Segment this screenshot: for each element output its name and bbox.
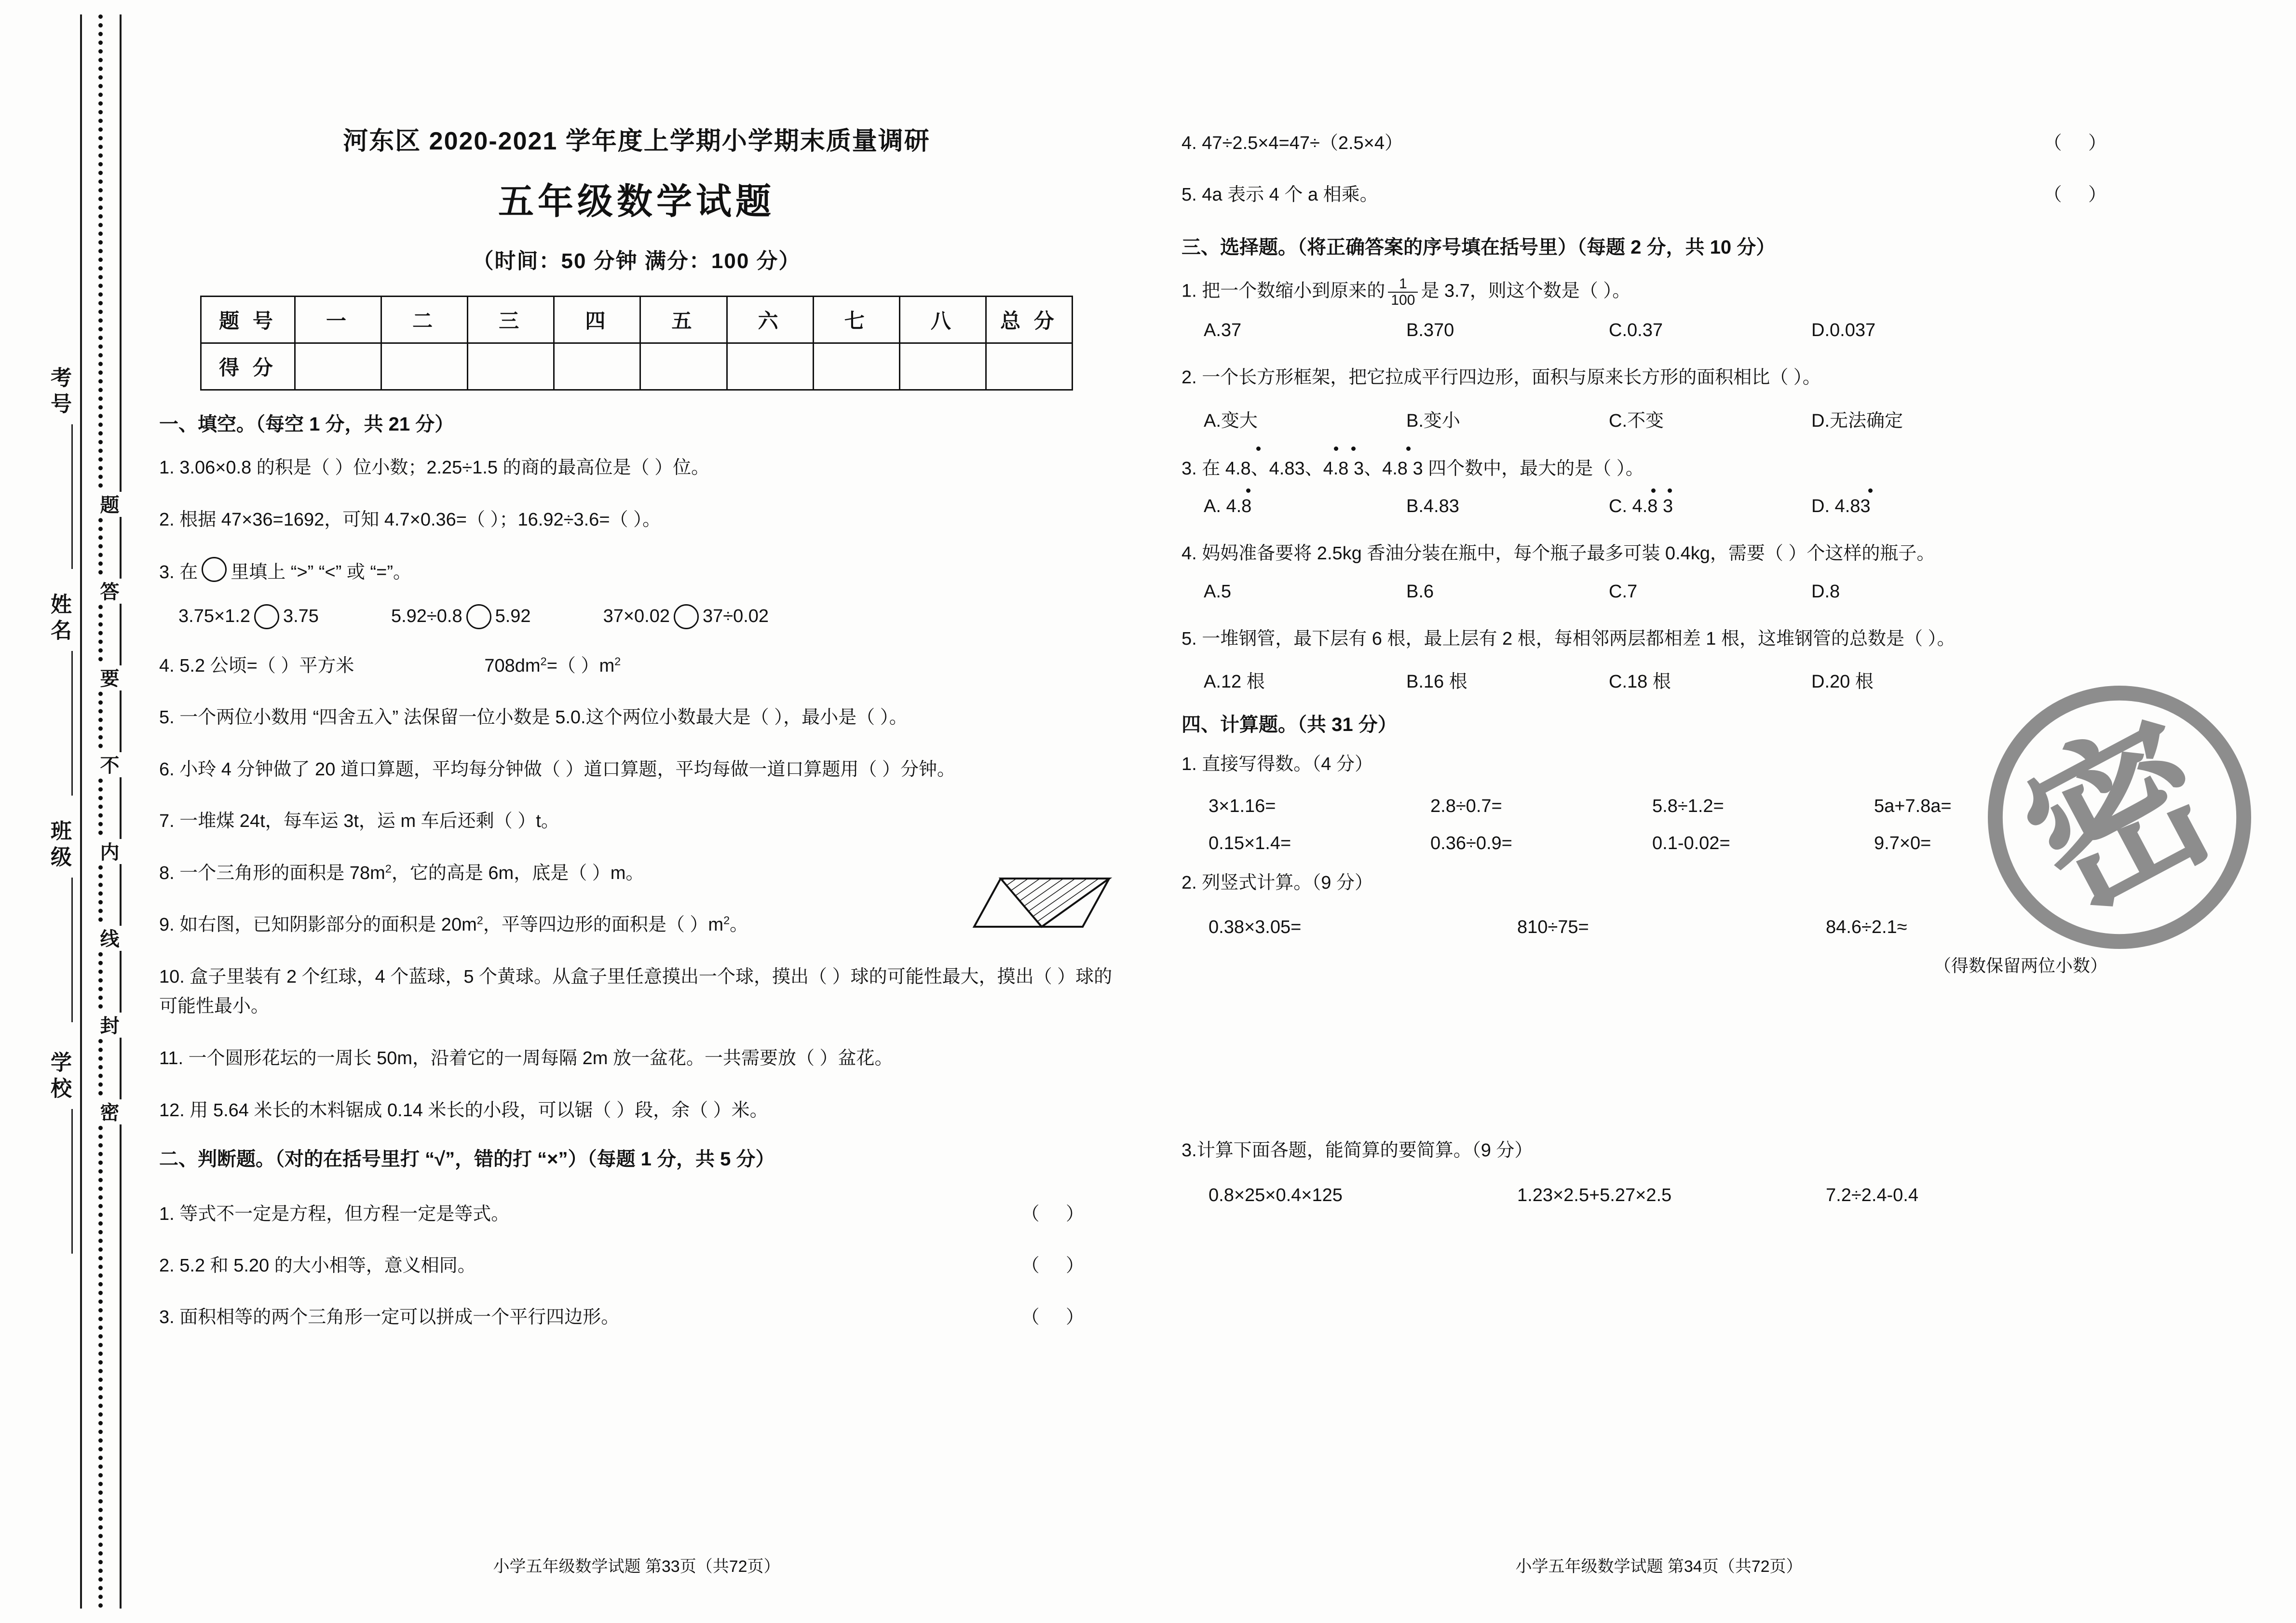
option-c[interactable]: C.0.37 [1609, 320, 1663, 340]
score-cell-4[interactable] [554, 343, 640, 390]
option-c[interactable]: C. 4.8 3 [1609, 496, 1811, 517]
field-line-class [71, 878, 73, 1022]
calc-expression[interactable]: 84.6÷2.1≈ [1826, 917, 1907, 938]
score-table-col-6: 六 [727, 297, 813, 343]
option-a[interactable]: A.变大 [1204, 410, 1258, 431]
compare-item-2-right: 5.92 [495, 606, 531, 627]
calc-sub3-row [1182, 1185, 2136, 1206]
field-line-name [71, 651, 73, 796]
option-b[interactable]: B.370 [1406, 320, 1454, 340]
fill-question-12: 12. 用 5.64 米长的木料锯成 0.14 米长的小段，可以锯（ ）段，余（ ）米。 [159, 1100, 768, 1121]
compare-row [159, 604, 1114, 629]
option-d[interactable]: D.无法确定 [1811, 410, 1903, 431]
seal-char-2: 要 [95, 665, 122, 690]
option-a[interactable]: A.37 [1204, 320, 1242, 340]
compare-item-2-left: 5.92÷0.8 [391, 606, 462, 627]
score-table-col-8: 八 [899, 297, 986, 343]
calc-expression[interactable]: 0.38×3.05= [1209, 917, 1302, 938]
compare-item-1 [178, 604, 319, 629]
field-line-school [71, 1109, 73, 1254]
score-cell-total[interactable] [986, 343, 1072, 390]
option-b[interactable]: B.6 [1406, 581, 1434, 602]
fill-question-8: 8. 一个三角形的面积是 $78m^2$，它的高是 6m，底是（ ）m。 [159, 862, 644, 883]
unit-exponent: 2 [385, 862, 392, 875]
option-c[interactable]: C.18 根 [1609, 672, 1671, 692]
truefalse-answer-blank[interactable]: （ ） [1021, 1307, 1095, 1328]
option-b[interactable]: B.4.83 [1406, 496, 1459, 517]
unit-exponent: 2 [476, 914, 483, 927]
truefalse-answer-blank[interactable]: （ ） [2043, 133, 2117, 153]
compare-circle-icon[interactable] [674, 604, 699, 629]
truefalse-answer-blank[interactable]: （ ） [2043, 185, 2117, 205]
truefalse-item-5 [1182, 179, 2136, 206]
compare-item-3-left: 37×0.02 [603, 606, 670, 627]
fill-question-3-lead-b: 里填上 “>” “<” 或 “=”。 [231, 562, 411, 583]
field-label-class: 班级 [47, 820, 71, 872]
option-a[interactable]: A.12 根 [1204, 672, 1265, 692]
seal-character: 密 [1996, 689, 2243, 946]
score-cell-6[interactable] [727, 343, 813, 390]
seal-char-5: 线 [95, 926, 122, 951]
score-table-row-header-1: 题 号 [201, 297, 295, 343]
footer-left: 小学五年级数学试题 第33页（共72页） [493, 1557, 780, 1576]
calc-expression[interactable]: 5.8÷1.2= [1652, 796, 1724, 816]
compare-circle-icon[interactable] [466, 604, 491, 629]
option-b[interactable]: B.16 根 [1406, 672, 1467, 692]
column-left [159, 0, 1114, 1623]
unit-exponent: 2 [614, 654, 621, 667]
score-table-row-header-2: 得 分 [201, 343, 295, 390]
section-1-heading: 一、填空。（每空 1 分，共 21 分） [159, 414, 454, 435]
calc-expression[interactable]: 0.36÷0.9= [1430, 833, 1512, 853]
choice-question-4-options [1182, 582, 2136, 602]
unit-exponent: 2 [723, 914, 730, 927]
unit-exponent: 2 [540, 654, 547, 667]
field-label-school: 学校 [47, 1051, 71, 1103]
option-c[interactable]: C.不变 [1609, 410, 1664, 431]
score-table-col-5: 五 [640, 297, 727, 343]
score-table [200, 296, 1073, 391]
fill-question-9: 9. 如右图，已知阴影部分的面积是 $20m^2$，平等四边形的面积是（ ）$m^2$。 [159, 910, 1114, 940]
page-meta: （时间：50 分钟 满分：100 分） [472, 249, 801, 273]
compare-item-3 [603, 604, 769, 629]
compare-item-1-left: 3.75×1.2 [178, 606, 250, 627]
footer-right: 小学五年级数学试题 第34页（共72页） [1515, 1557, 1803, 1576]
fill-question-4-part-a: 4. 5.2 公顷=（ ）平方米 [159, 655, 354, 676]
truefalse-item-4-text: 4. 47÷2.5×4=47÷（2.5×4） [1182, 133, 1403, 153]
score-cell-1[interactable] [295, 343, 381, 390]
fill-question-6: 6. 小玲 4 分钟做了 20 道口算题，平均每分钟做（ ）道口算题，平均每做一道口算题用（ ）分钟。 [159, 759, 956, 780]
table-row-question-numbers [201, 297, 1073, 343]
option-a[interactable]: A. 4.8 [1204, 496, 1406, 517]
compare-item-3-right: 37÷0.02 [702, 606, 769, 627]
compare-circle-icon[interactable] [254, 604, 279, 629]
option-a[interactable]: A.5 [1204, 581, 1232, 602]
score-cell-5[interactable] [640, 343, 727, 390]
choice-question-1-options [1182, 320, 2136, 341]
choice-question-5-options [1182, 666, 2136, 693]
calc-expression[interactable]: 0.1-0.02= [1652, 833, 1730, 853]
fill-question-1: 1. 3.06×0.8 的积是（ ）位小数；2.25÷1.5 的商的最高位是（ ）位。 [159, 458, 710, 478]
score-table-col-total: 总 分 [986, 297, 1072, 343]
seal-line-right [120, 14, 122, 1609]
truefalse-item-1-text: 1. 等式不一定是方程，但方程一定是等式。 [159, 1204, 510, 1225]
fill-question-10: 10. 盒子里装有 2 个红球，4 个蓝球，5 个黄球。从盒子里任意摸出一个球，摸出（ ）球的可能性最大，摸出（ ）球的可能性最小。 [159, 966, 1113, 1017]
fill-question-5: 5. 一个两位小数用 “四舍五入” 法保留一位小数是 5.0.这个两位小数最大是（ ），最小是（ ）。 [159, 707, 908, 728]
binding-strip [0, 0, 145, 1623]
page-subtitle: 五年级数学试题 [498, 181, 775, 221]
option-b[interactable]: B.变小 [1406, 410, 1460, 431]
calc-expression[interactable]: 9.7×0= [1874, 833, 1931, 853]
calc-expression[interactable]: 810÷75= [1517, 917, 1589, 938]
fill-question-7: 7. 一堆煤 24t，每车运 3t，运 m 车后还剩（ ）t。 [159, 811, 559, 832]
score-table-col-4: 四 [554, 297, 640, 343]
truefalse-answer-blank[interactable]: （ ） [1021, 1204, 1095, 1225]
seal-line-dotted [98, 14, 103, 1609]
seal-char-1: 答 [95, 579, 122, 604]
compare-circle-icon [202, 557, 227, 582]
option-c[interactable]: C.7 [1609, 581, 1638, 602]
option-d[interactable]: D. 4.83 [1811, 496, 2014, 517]
calc-sub3-heading: 3.计算下面各题，能简算的要简算。（9 分） [1182, 1140, 1533, 1161]
option-d[interactable]: D.0.037 [1811, 320, 1876, 340]
field-line-exam-number [71, 424, 73, 569]
fill-question-11: 11. 一个圆形花坛的一周长 50m，沿着它的一周每隔 2m 放一盆花。一共需要放（ ）盆花。 [159, 1048, 893, 1069]
calc-sub1-row-2 [1182, 833, 2136, 854]
truefalse-item-4 [1182, 128, 2136, 154]
compare-item-2 [391, 604, 531, 629]
calc-expression[interactable]: 7.2÷2.4-0.4 [1826, 1185, 1918, 1205]
calc-expression[interactable]: 2.8÷0.7= [1430, 796, 1502, 816]
score-table-col-1: 一 [295, 297, 381, 343]
score-cell-2[interactable] [381, 343, 468, 390]
fill-question-3 [159, 557, 1114, 588]
choice-question-3-options [1182, 496, 2136, 517]
truefalse-item-5-text: 5. 4a 表示 4 个 a 相乘。 [1182, 185, 1378, 205]
calc-sub2-note: （得数保留两位小数） [1933, 956, 2107, 976]
fill-question-2: 2. 根据 47×36=1692，可知 4.7×0.36=（ ）；16.92÷3.6=（ ）。 [159, 509, 661, 530]
section-3-heading: 三、选择题。（将正确答案的序号填在括号里）（每题 2 分，共 10 分） [1182, 237, 1776, 258]
choice-question-2: 2. 一个长方形框架，把它拉成平行四边形，面积与原来长方形的面积相比（ ）。 [1182, 367, 1821, 388]
score-cell-3[interactable] [468, 343, 554, 390]
section-4-heading: 四、计算题。（共 31 分） [1182, 714, 1397, 736]
table-row-scores [201, 343, 1073, 390]
section-2-heading: 二、判断题。（对的在括号里打 “√”，错的打 “×”）（每题 1 分，共 5 分） [159, 1149, 775, 1170]
choice-question-1: 1. 把一个数缩小到原来的 $\frac{1}{100}$ 是 3.7，则这个数是（ ）。 [1182, 276, 1631, 308]
score-cell-7[interactable] [813, 343, 899, 390]
choice-question-4: 4. 妈妈准备要将 2.5kg 香油分装在瓶中，每个瓶子最多可装 0.4kg，需要（ ）个这样的瓶子。 [1182, 543, 1935, 564]
score-table-col-2: 二 [381, 297, 468, 343]
compare-item-1-right: 3.75 [283, 606, 319, 627]
seal-char-7: 密 [95, 1099, 122, 1124]
truefalse-item-2 [159, 1250, 1114, 1277]
choice-question-3 [1182, 454, 2136, 484]
truefalse-item-3-text: 3. 面积相等的两个三角形一定可以拼成一个平行四边形。 [159, 1307, 620, 1328]
fill-question-4-part-b: $708dm^2=$（ ）$m^2$ [484, 654, 621, 676]
seal-char-0: 题 [95, 492, 122, 517]
choice-question-5: 5. 一堆钢管，最下层有 6 根，最上层有 2 根，每相邻两层都相差 1 根，这堆钢管的总数是（ ）。 [1182, 628, 1956, 649]
calc-sub2-heading: 2. 列竖式计算。（9 分） [1182, 872, 1373, 893]
page-title: 河东区 2020-2021 学年度上学期小学期末质量调研 [343, 127, 930, 155]
fraction-one-hundredth: $\frac{1}{100}$ [1388, 276, 1418, 308]
calc-expression[interactable]: 0.15×1.4= [1209, 833, 1291, 853]
calc-sub1-heading: 1. 直接写得数。（4 分） [1182, 754, 1373, 775]
calc-expression[interactable]: 3×1.16= [1209, 796, 1276, 816]
option-d[interactable]: D.20 根 [1811, 672, 1874, 692]
score-cell-8[interactable] [899, 343, 986, 390]
truefalse-item-1 [159, 1199, 1114, 1225]
repeating-decimal-marks: 3. 在 4.8、4.83、4.8 3、4.8 3 四个数中，最大的是（ ）。 [1182, 454, 1644, 484]
calc-expression[interactable]: 5a+7.8a= [1874, 796, 1952, 816]
calc-sub1-row-1 [1182, 796, 2136, 817]
fill-question-4 [159, 651, 1114, 681]
calc-expression[interactable]: 0.8×25×0.4×125 [1209, 1185, 1343, 1205]
choice-question-2-options [1182, 406, 2136, 432]
field-label-exam-number: 考号 [47, 366, 71, 419]
field-label-name: 姓名 [47, 593, 71, 645]
seal-char-4: 内 [95, 839, 122, 864]
parallelogram-diagram-icon [969, 870, 1114, 933]
calc-sub2-row [1182, 917, 2136, 938]
score-table-col-3: 三 [468, 297, 554, 343]
truefalse-item-3 [159, 1302, 1114, 1328]
calc-expression[interactable]: 1.23×2.5+5.27×2.5 [1517, 1185, 1672, 1205]
column-right [1182, 0, 2136, 1623]
seal-char-3: 不 [95, 752, 122, 777]
seal-line-left [80, 14, 82, 1609]
fill-question-3-lead-a: 3. 在 [159, 562, 198, 583]
truefalse-answer-blank[interactable]: （ ） [1021, 1256, 1095, 1276]
truefalse-item-2-text: 2. 5.2 和 5.20 的大小相等，意义相同。 [159, 1256, 476, 1276]
score-table-col-7: 七 [813, 297, 899, 343]
seal-char-6: 封 [95, 1013, 122, 1038]
option-d[interactable]: D.8 [1811, 581, 1840, 602]
